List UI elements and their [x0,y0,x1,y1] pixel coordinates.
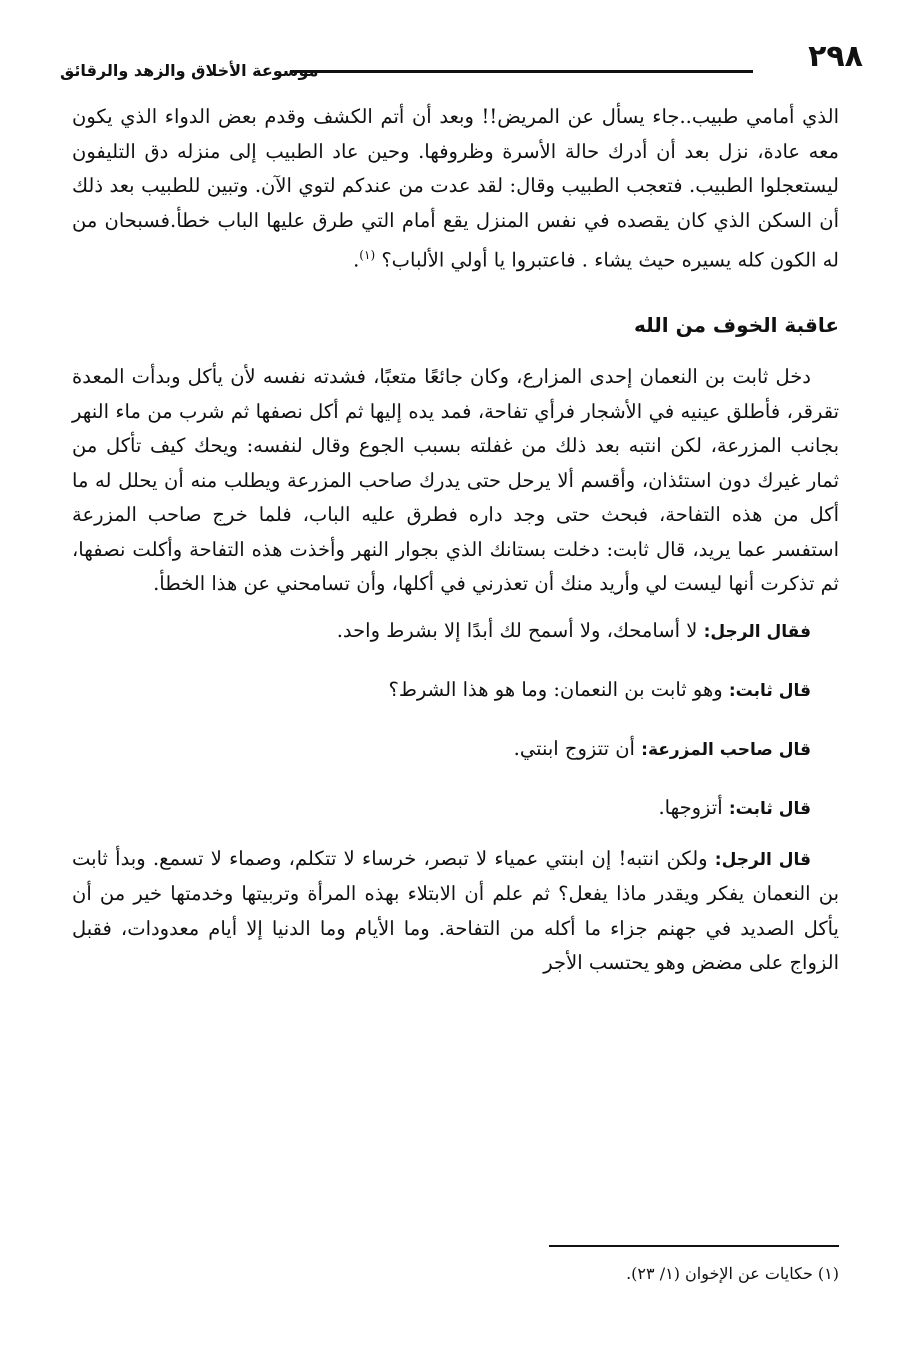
dialogue-text: لا أسامحك، ولا أسمح لك أبدًا إلا بشرط واحد. [336,618,704,642]
running-title: موسوعة الأخلاق والزهد والرقائق [60,61,319,80]
paragraph-speaker: قال الرجل: [714,849,811,870]
page-header [60,40,863,84]
header-rule [290,70,753,73]
paragraph-text: الذي أمامي طبيب..جاء يسأل عن المريض!! وبعد أن أتم الكشف وقدم بعض الدواء الذي يكون معه عادة، نزل بعد أن أدرك حالة الأسرة وظروفها. وحين عاد الطبيب إلى منزله دق التليفون ليستعجلوا الطبيب. فتعجب الطبيب وقال: لقد عدت من عندكم لتوي الآن. وتبين للطبيب بعد ذلك أن السكن الذي كان يقصده في نفس المنزل يقع أمام التي طرق عليها الباب خطأ.فسبحان من له الكون كله يسيره حيث يشاء . فاعتبروا يا أولي الألباب؟ [72,105,839,272]
dialogue-line [72,661,839,720]
paragraph-conclusion [72,842,839,981]
paragraph-thabit-story: دخل ثابت بن النعمان إحدى المزارع، وكان جائعًا متعبًا، فشدته نفسه لأن يأكل وبدأت المعدة تقرقر، فأطلق عينيه في الأشجار فرأي تفاحة، فمد يده إليها ثم أكل نصفها ثم شرب من ماء النهر بجانب المزرعة، لكن انتبه بعد ذلك من غفلته بسبب الجوع وقال لنفسه: ويحك كيف تأكل من ثمار غيرك دون استئذان، وأقسم ألا يرحل حتى يدرك صاحب المزرعة ويطلب منه أن يحلل له ما أكل من هذه التفاحة، فبحث حتى وجد داره فطرق عليه الباب، فلما خرج صاحب المزرعة استفسر عما يريد، قال ثابت: دخلت بستانك الذي بجوار النهر وأخذت هذه التفاحة وأكلت نصفها، ثم تذكرت أنها ليست لي وأريد منك أن تعذرني في أكلها، وأن تسامحني عن هذا الخطأ. [72,365,839,595]
paragraph-text: ولكن انتبه! إن ابنتي عمياء لا تبصر، خرساء لا تتكلم، وصماء لا تسمع. وبدأ ثابت بن النعمان يفكر ويقدر ماذا يفعل؟ ثم علم أن الابتلاء بهذه المرأة وتربيتها وخدمتها خير من أن يأكل الصديد في جهنم جزاء ما أكله من التفاحة. وما الأيام وما الدنيا إلا أيام معدودات، فقبل الزواج على مضض وهو يحتسب الأجر [72,846,839,974]
dialogue-block [72,602,839,838]
dialogue-speaker: قال ثابت: [728,798,811,819]
dialogue-line [72,602,839,661]
footnote: (١) حكايات عن الإخوان (١/ ٢٣). [626,1264,839,1283]
dialogue-line [72,779,839,838]
dialogue-speaker: قال صاحب المزرعة: [641,739,811,760]
dialogue-text: أن تتزوج ابنتي. [513,736,642,760]
page-number: ٢٩٨ [808,39,863,74]
page-body [72,100,839,981]
dialogue-text: أتزوجها. [658,795,729,819]
dialogue-speaker: قال ثابت: [728,680,811,701]
paragraph-doctor-story [72,100,839,278]
dialogue-text: وهو ثابت بن النعمان: وما هو هذا الشرط؟ [388,677,729,701]
dialogue-speaker: فقال الرجل: [703,621,811,642]
footnote-rule [549,1245,839,1247]
paragraph-end-mark: . [353,248,360,272]
footnote-reference: (١) [359,248,376,262]
section-heading: عاقبة الخوف من الله [633,313,839,337]
dialogue-line [72,720,839,779]
